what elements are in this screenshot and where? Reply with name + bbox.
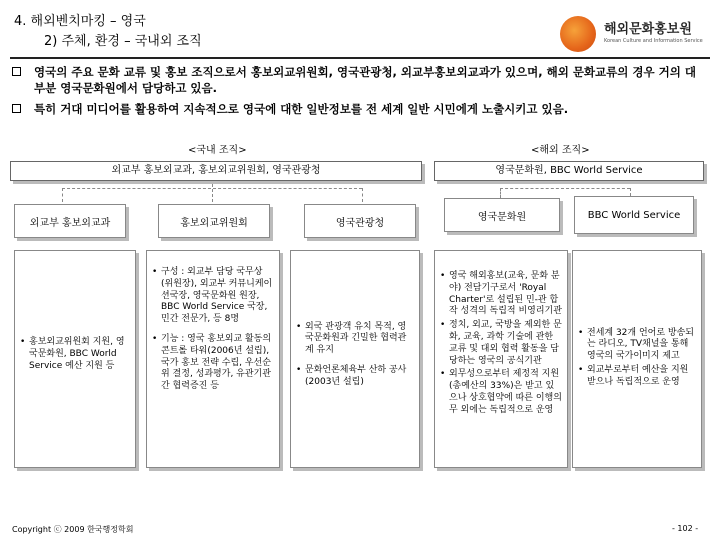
- list-item: • 외교부로부터 예산을 지원받으나 독립적으로 운영: [587, 365, 696, 389]
- content-bbc-world-service: [572, 250, 702, 468]
- list-item: • 정치, 외교, 국방을 제외한 문화, 교육, 과학 기술에 관한 교류 및 대외 협력 활동을 담당하는 영국의 공식기관: [449, 320, 562, 367]
- domestic-label: <국내 조직>: [188, 145, 247, 156]
- connector-line: [500, 188, 501, 198]
- content-list: [578, 328, 696, 391]
- slide-subtitle: 2) 주체, 환경 – 국내외 조직: [44, 34, 202, 49]
- content-visitbritain: [290, 250, 420, 468]
- list-item: • 외무성으로부터 제정적 지원(총예산의 33%)은 받고 있으나 상호협약에 따른 이행의무 외에는 독립적으로 운영: [449, 369, 562, 416]
- list-item: • 외국 관광객 유치 목적, 영국문화원과 긴밀한 협력관계 유지: [305, 322, 414, 357]
- column-title-public-diplomacy-board: 홍보외교위원회: [158, 204, 270, 238]
- summary-bullet-1: [12, 64, 702, 96]
- connector-line: [500, 188, 630, 189]
- overseas-label: <해외 조직>: [531, 145, 590, 156]
- content-british-council: [434, 250, 568, 468]
- slide-title: 4. 해외벤치마킹 – 영국: [14, 14, 146, 29]
- list-item: • 문화언론체육부 산하 공사(2003년 설립): [305, 365, 414, 389]
- list-item: • 구성 : 외교부 담당 국무상(위원장), 외교부 커뮤니케이션국장, 영국문화원 원장, BBC World Service 국장, 민간 전문가, 등 8명: [161, 267, 274, 326]
- column-title-visitbritain: 영국관광청: [304, 204, 416, 238]
- header-divider: [10, 57, 710, 59]
- organization-logo: [560, 12, 710, 54]
- connector-line: [630, 188, 631, 196]
- domestic-header: 외교부 홍보외교과, 홍보외교위원회, 영국관광청: [10, 161, 422, 181]
- checkbox-bullet-icon: [12, 104, 21, 113]
- list-item: • 영국 해외홍보(교육, 문화 분야) 전담기구로서 'Royal Charter'로 설립된 민-관 합작 성격의 독립적 비영리기관: [449, 271, 562, 318]
- content-list: [152, 267, 274, 393]
- logo-text: 해외문화홍보원: [604, 22, 692, 37]
- list-item: • 기능 : 영국 홍보외교 활동의 콘트롤 타워(2006년 설립), 국가 홍보 전략 수립, 우선순위 결정, 성과평가, 유관기관 간 협력증진 등: [161, 334, 274, 393]
- content-list: [440, 271, 562, 417]
- column-title-mofa: 외교부 홍보외교과: [14, 204, 126, 238]
- column-title-bbc-world-service: BBC World Service: [574, 196, 694, 234]
- logo-subtext: Korean Culture and Information Service: [604, 38, 703, 44]
- summary-bullet-2: [12, 101, 702, 117]
- content-list: [296, 322, 414, 397]
- content-public-diplomacy-board: [146, 250, 280, 468]
- overseas-header: 영국문화원, BBC World Service: [434, 161, 704, 181]
- checkbox-bullet-icon: [12, 67, 21, 76]
- summary-bullet-text: 영국의 주요 문화 교류 및 홍보 조직으로서 홍보외교위원회, 영국관광청, 외교부홍보외교과가 있으며, 해외 문화교류의 경우 거의 대부분 영국문화원에서 담당하고 있음.: [34, 65, 696, 95]
- page-number: - 102 -: [672, 524, 699, 533]
- logo-circle-icon: [560, 16, 596, 52]
- copyright-text: Copyright ⓒ 2009 한국행정학회: [12, 525, 134, 534]
- list-item: • 전세계 32개 언어로 방송되는 라디오, TV채널을 통해 영국의 국가이미지 제고: [587, 328, 696, 363]
- list-item: • 홍보외교위원회 지원, 영국문화원, BBC World Service 예산 지원 등: [29, 337, 130, 372]
- connector-line: [212, 184, 213, 202]
- connector-line: [362, 188, 363, 202]
- summary-bullet-text: 특히 거대 미디어를 활용하여 지속적으로 영국에 대한 일반정보를 전 세계 일반 시민에게 노출시키고 있음.: [34, 102, 569, 116]
- connector-line: [62, 188, 63, 202]
- column-title-british-council: 영국문화원: [444, 198, 560, 232]
- content-mofa: [14, 250, 136, 468]
- content-list: [20, 337, 130, 380]
